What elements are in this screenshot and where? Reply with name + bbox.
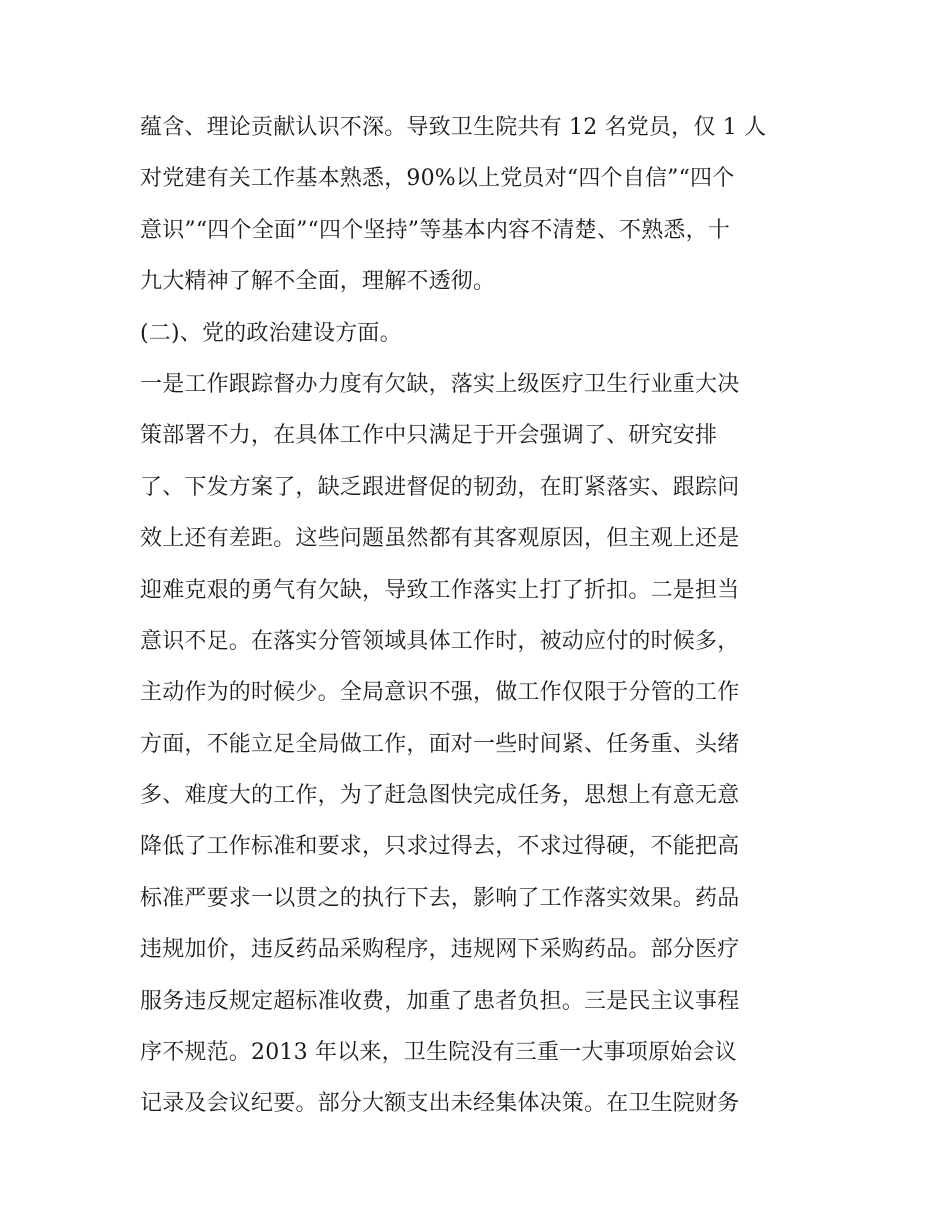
text-line: 迎难克艰的勇气有欠缺，导致工作落实上打了折扣。二是担当 xyxy=(140,577,740,603)
text-line: 对党建有关工作基本熟悉，90%以上党员对“四个自信”“四个 xyxy=(140,166,735,192)
text-line: 九大精神了解不全面，理解不透彻。 xyxy=(140,269,496,295)
text-line: 降低了工作标准和要求，只求过得去，不求过得硬，不能把高 xyxy=(140,834,740,860)
text-line: 序不规范。2013 年以来，卫生院没有三重一大事项原始会议 xyxy=(140,1040,737,1066)
text-line: 效上还有差距。这些问题虽然都有其客观原因，但主观上还是 xyxy=(140,526,740,552)
text-line: 主动作为的时候少。全局意识不强，做工作仅限于分管的工作 xyxy=(140,680,740,706)
text-line: 策部署不力，在具体工作中只满足于开会强调了、研究安排 xyxy=(140,423,718,449)
section-heading: (二)、党的政治建设方面。 xyxy=(140,320,402,346)
text-line: 服务违反规定超标准收费，加重了患者负担。三是民主议事程 xyxy=(140,988,740,1014)
text-line: 标准严要求一以贯之的执行下去，影响了工作落实效果。药品 xyxy=(140,885,740,911)
text-line: 意识”“四个全面”“四个坚持”等基本内容不清楚、不熟悉，十 xyxy=(140,217,731,243)
text-line: 一是工作跟踪督办力度有欠缺，落实上级医疗卫生行业重大决 xyxy=(140,371,740,397)
text-line: 蕴含、理论贡献认识不深。导致卫生院共有 12 名党员，仅 1 人 xyxy=(140,115,767,140)
text-line: 多、难度大的工作，为了赶急图快完成任务，思想上有意无意 xyxy=(140,783,740,809)
text-line: 意识不足。在落实分管领域具体工作时，被动应付的时候多， xyxy=(140,628,740,654)
text-line: 违规加价，违反药品采购程序，违规网下采购药品。部分医疗 xyxy=(140,937,740,963)
text-line: 记录及会议纪要。部分大额支出未经集体决策。在卫生院财务 xyxy=(140,1091,740,1117)
text-line: 了、下发方案了，缺乏跟进督促的韧劲，在盯紧落实、跟踪问 xyxy=(140,474,740,500)
text-line: 方面，不能立足全局做工作，面对一些时间紧、任务重、头绪 xyxy=(140,731,740,757)
body-text xyxy=(140,102,830,1130)
